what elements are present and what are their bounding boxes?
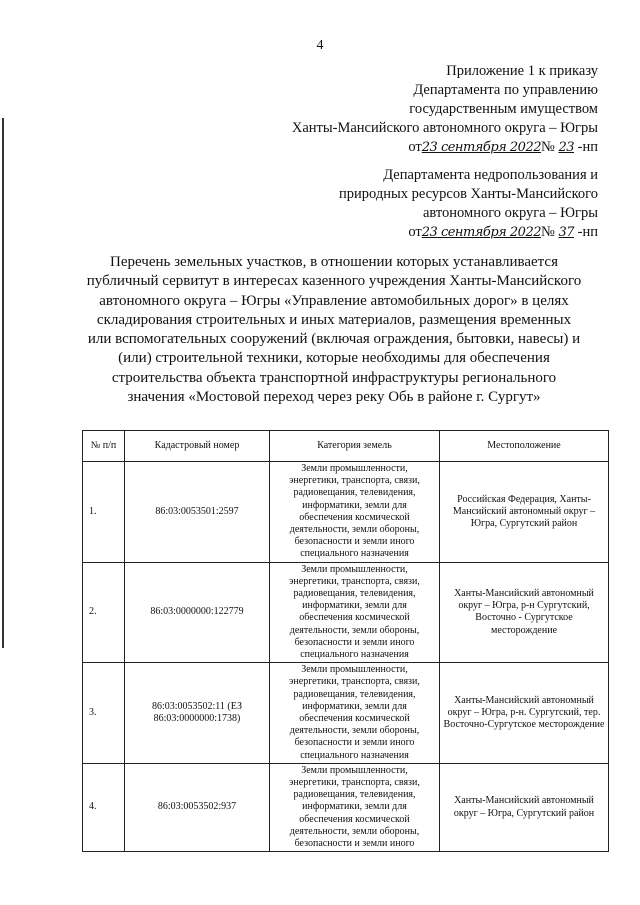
appendix-block-2: [218, 166, 598, 242]
category-line: безопасности и земли иного: [294, 536, 415, 548]
appendix-2-line: природных ресурсов Ханты-Мансийского: [338, 186, 598, 202]
scan-margin-line: [2, 118, 4, 648]
category-line: деятельности, земли обороны,: [289, 624, 420, 636]
row-number: 1.: [83, 462, 125, 563]
category-line: безопасности и земли иного: [294, 838, 415, 850]
category-line: радиовещания, телевидения,: [293, 688, 416, 700]
category-line: Земли промышленности,: [301, 664, 408, 676]
row-number: 3.: [83, 663, 125, 764]
page-number: 4: [316, 38, 324, 53]
category-line: информатики, земли для: [302, 499, 407, 511]
category-line: Земли промышленности,: [301, 563, 408, 575]
table-row: [83, 562, 609, 663]
header-cadastral: Кадастровый номер: [125, 431, 270, 462]
title-line: (или) строительной техники, которые необходимы для обеспечения: [118, 350, 550, 367]
row-number: 4.: [83, 763, 125, 851]
category-line: безопасности и земли иного: [294, 737, 415, 749]
category-line: энергетики, транспорта, связи,: [289, 777, 420, 789]
category-line: энергетики, транспорта, связи,: [289, 575, 420, 587]
handwritten-order-date: 23 сентября 2022: [421, 140, 541, 155]
title-line: автономного округа – Югры «Управление автомобильных дорог» в целях: [99, 292, 569, 309]
land-category: [270, 562, 440, 663]
title-line: или вспомогательных сооружений (включая ограждения, бытовки, навесы) и: [87, 331, 581, 348]
handwritten-order-date: 23 сентября 2022: [421, 225, 541, 240]
appendix-2-line: Департамента недропользования и: [383, 167, 598, 183]
cadastral-number: 86:03:0053502:937: [125, 763, 270, 851]
header-category: Категория земель: [270, 431, 440, 462]
order-prefix: от: [408, 139, 422, 155]
title-line: Перечень земельных участков, в отношении которых устанавливается: [110, 254, 558, 270]
category-line: деятельности, земли обороны,: [289, 524, 420, 536]
title-line: значения «Мостовой переход через реку Обь в районе г. Сургут»: [127, 389, 541, 406]
cadastral-number: 86:03:0053501:2597: [125, 462, 270, 563]
header-location: Местоположение: [440, 431, 609, 462]
appendix-2-line: автономного округа – Югры: [422, 205, 598, 221]
category-line: Земли промышленности,: [301, 764, 408, 776]
category-line: обеспечения космической: [299, 511, 410, 523]
title-line: публичный сервитут в интересах казенного учреждения Ханты-Мансийского: [86, 273, 582, 290]
cadastral-number: 86:03:0053502:11 (ЕЗ 86:03:0000000:1738): [125, 663, 270, 764]
category-line: Земли промышленности,: [301, 463, 408, 474]
header-number: № п/п: [83, 431, 125, 462]
category-line: специального назначения: [300, 749, 409, 761]
location: Ханты-Мансийский автономный округ – Югра, р-н. Сургутский, тер. Восточно-Сургутское месторождение: [440, 663, 609, 764]
category-line: радиовещания, телевидения,: [293, 789, 416, 801]
appendix-1-line: Ханты-Мансийского автономного округа – Югры: [291, 120, 598, 136]
category-line: обеспечения космической: [299, 813, 410, 825]
location: Ханты-Мансийский автономный округ – Югра, р-н Сургутский, Восточно - Сургутское месторождение: [440, 562, 609, 663]
category-line: информатики, земли для: [302, 801, 407, 813]
handwritten-order-number: 37: [558, 225, 575, 240]
category-line: энергетики, транспорта, связи,: [289, 676, 420, 688]
category-line: безопасности и земли иного: [294, 636, 415, 648]
category-line: специального назначения: [300, 548, 409, 560]
handwritten-order-number: 23: [558, 140, 575, 155]
table-header-row: [83, 431, 609, 462]
location: Российская Федерация, Ханты-Мансийский автономный округ – Югра, Сургутский район: [440, 462, 609, 563]
cadastral-number: 86:03:0000000:122779: [125, 562, 270, 663]
table-row: [83, 763, 609, 851]
location: Ханты-Мансийский автономный округ – Югра, Сургутский район: [440, 763, 609, 851]
appendix-1-line: Департамента по управлению: [413, 82, 598, 98]
order-number-label: №: [541, 224, 555, 240]
order-prefix: от: [408, 224, 422, 240]
category-line: деятельности, земли обороны,: [289, 825, 420, 837]
title-line: строительства объекта транспортной инфраструктуры регионального: [111, 369, 557, 386]
table-row: [83, 663, 609, 764]
category-line: радиовещания, телевидения,: [293, 487, 416, 499]
land-category: [270, 763, 440, 851]
appendix-block-1: [218, 62, 598, 157]
category-line: информатики, земли для: [302, 600, 407, 612]
land-plots-table: [82, 430, 609, 852]
appendix-1-line: государственным имуществом: [409, 101, 598, 117]
category-line: обеспечения космической: [299, 713, 410, 725]
category-line: энергетики, транспорта, связи,: [289, 475, 420, 487]
land-category: [270, 462, 440, 563]
land-category: [270, 663, 440, 764]
category-line: деятельности, земли обороны,: [289, 725, 420, 737]
order-reference-1: [218, 138, 598, 157]
category-line: радиовещания, телевидения,: [293, 588, 416, 600]
order-number-label: №: [541, 139, 555, 155]
order-reference-2: [218, 223, 598, 242]
row-number: 2.: [83, 562, 125, 663]
title-line: складирования строительных и иных материалов, размещения временных: [96, 311, 572, 328]
appendix-1-line: Приложение 1 к приказу: [446, 63, 598, 79]
document-title: [60, 253, 608, 407]
order-suffix: -нп: [577, 224, 598, 240]
order-suffix: -нп: [577, 139, 598, 155]
category-line: информатики, земли для: [302, 700, 407, 712]
category-line: обеспечения космической: [299, 612, 410, 624]
table-row: [83, 462, 609, 563]
category-line: специального назначения: [300, 649, 409, 661]
